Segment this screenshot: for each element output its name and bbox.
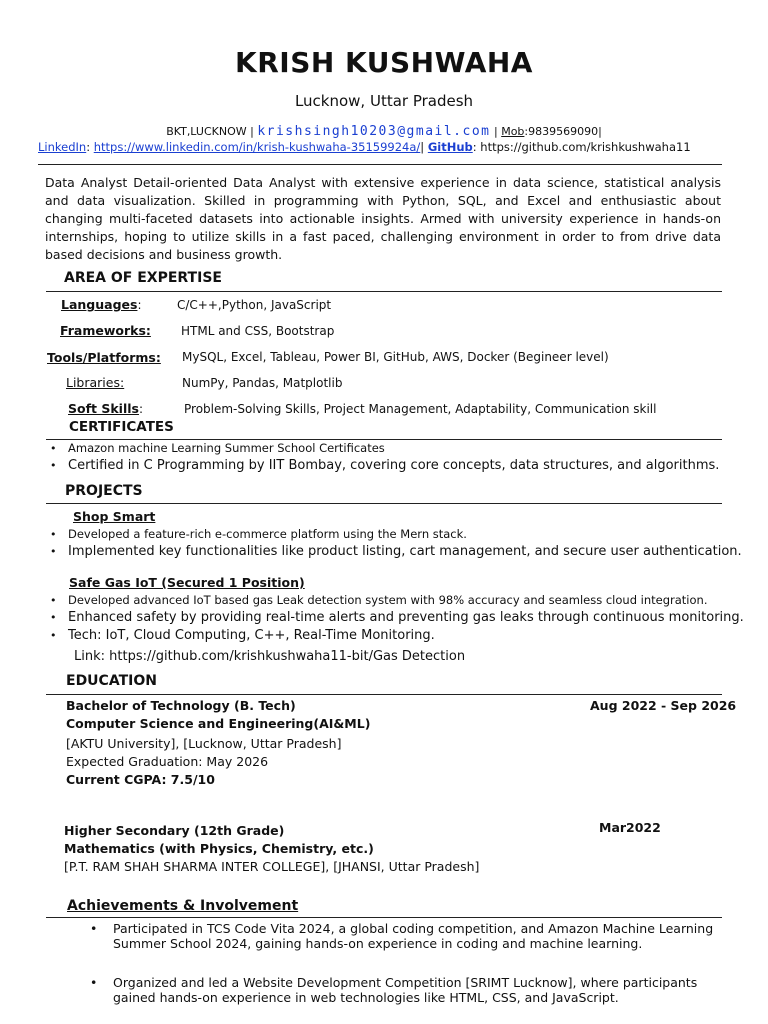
linkedin-colon: :	[86, 140, 91, 154]
expertise-frameworks-label: Frameworks:	[60, 323, 151, 338]
education-cgpa: Current CGPA: 7.5/10	[66, 772, 215, 787]
section-title-expertise: AREA OF EXPERTISE	[64, 270, 222, 286]
candidate-name: KRISH KUSHWAHA	[235, 46, 533, 79]
address-text: BKT,LUCKNOW |	[166, 125, 254, 138]
project-title-safe-gas: Safe Gas IoT (Secured 1 Position)	[69, 575, 305, 590]
expertise-softskills-value: Problem-Solving Skills, Project Management, Adaptability, Communication skill	[184, 402, 657, 416]
expertise-libraries-value: NumPy, Pandas, Matplotlib	[182, 376, 343, 390]
email-link[interactable]: krishsingh10203@gmail.com	[257, 124, 491, 139]
certificate-item: • Amazon machine Learning Summer School Certificates	[50, 441, 385, 455]
mobile-label: Mob	[501, 125, 525, 138]
divider	[46, 503, 722, 504]
section-title-projects: PROJECTS	[65, 483, 143, 499]
project-title-shop-smart: Shop Smart	[73, 509, 156, 524]
divider	[46, 291, 722, 292]
expertise-frameworks-value: HTML and CSS, Bootstrap	[181, 324, 335, 338]
section-title-achievements: Achievements & Involvement	[67, 898, 299, 914]
separator: |	[493, 125, 498, 138]
github-url[interactable]: : https://github.com/krishkushwaha11	[472, 140, 691, 154]
project-bullet: • Developed advanced IoT based gas Leak detection system with 98% accuracy and seamless cloud integration.	[50, 593, 707, 607]
divider	[46, 917, 722, 918]
contact-line-1	[0, 124, 768, 139]
education-stream: Mathematics (with Physics, Chemistry, etc.)	[64, 841, 374, 856]
education-degree: Higher Secondary (12th Grade)	[64, 823, 285, 838]
education-dates: Mar2022	[599, 820, 661, 835]
divider	[38, 164, 722, 165]
certificate-item: • Certified in C Programming by IIT Bombay, covering core concepts, data structures, and algorithms.	[50, 458, 719, 473]
expertise-softskills-label: Soft Skills:	[68, 401, 144, 416]
education-branch: Computer Science and Engineering(AI&ML)	[66, 716, 371, 731]
achievement-item: • Organized and led a Website Development Competition [SRIMT Lucknow], where participants gained hands-on experience in web technologies like HTML, CSS, and JavaScript.	[90, 975, 740, 1005]
education-degree: Bachelor of Technology (B. Tech)	[66, 698, 296, 713]
mobile-number: :9839569090|	[524, 125, 602, 138]
github-label: GitHub	[427, 140, 473, 154]
project-bullet: • Tech: IoT, Cloud Computing, C++, Real-Time Monitoring.	[50, 628, 435, 643]
divider	[46, 694, 722, 695]
project-link[interactable]: Link: https://github.com/krishkushwaha11-bit/Gas Detection	[74, 649, 466, 664]
expertise-tools-value: MySQL, Excel, Tableau, Power BI, GitHub, AWS, Docker (Begineer level)	[182, 350, 609, 364]
education-dates: Aug 2022 - Sep 2026	[590, 698, 737, 713]
expertise-tools-label: Tools/Platforms:	[47, 350, 161, 365]
contact-line-2	[38, 140, 738, 154]
section-title-education: EDUCATION	[66, 673, 157, 689]
candidate-location: Lucknow, Uttar Pradesh	[294, 92, 474, 110]
separator: |	[420, 140, 425, 154]
education-institute: [AKTU University], [Lucknow, Uttar Pradesh]	[66, 736, 342, 751]
expertise-languages-label: Languages:	[61, 297, 142, 312]
expertise-libraries-label: Libraries:	[66, 375, 125, 390]
expertise-languages-value: C/C++,Python, JavaScript	[177, 298, 332, 312]
profile-summary: Data Analyst Detail-oriented Data Analyst with extensive experience in data science, statistical analysis and data visualization. Skilled in programming with Python, SQL, and Excel and enthusiastic about changing multi-faceted datasets into actionable insights. Armed with university experience in hands-on internships, hoping to utilize skills in a fast paced, challenging environment in order to from drive data based decisions and business growth.	[45, 175, 721, 262]
education-institute: [P.T. RAM SHAH SHARMA INTER COLLEGE], [JHANSI, Uttar Pradesh]	[64, 859, 480, 874]
section-title-certificates: CERTIFICATES	[69, 419, 174, 435]
divider	[46, 439, 722, 440]
project-bullet: • Developed a feature-rich e-commerce platform using the Mern stack.	[50, 527, 467, 541]
linkedin-link[interactable]: https://www.linkedin.com/in/krish-kushwaha-35159924a/	[93, 140, 421, 154]
education-graduation: Expected Graduation: May 2026	[66, 754, 269, 769]
project-bullet: • Enhanced safety by providing real-time alerts and preventing gas leaks through continuous monitoring.	[50, 610, 744, 625]
achievement-item: • Participated in TCS Code Vita 2024, a global coding competition, and Amazon Machine Learning Summer School 2024, gaining hands-on experience in coding and machine learning.	[90, 921, 740, 951]
linkedin-label: LinkedIn	[38, 140, 87, 154]
project-bullet: • Implemented key functionalities like product listing, cart management, and secure user authentication.	[50, 544, 742, 559]
